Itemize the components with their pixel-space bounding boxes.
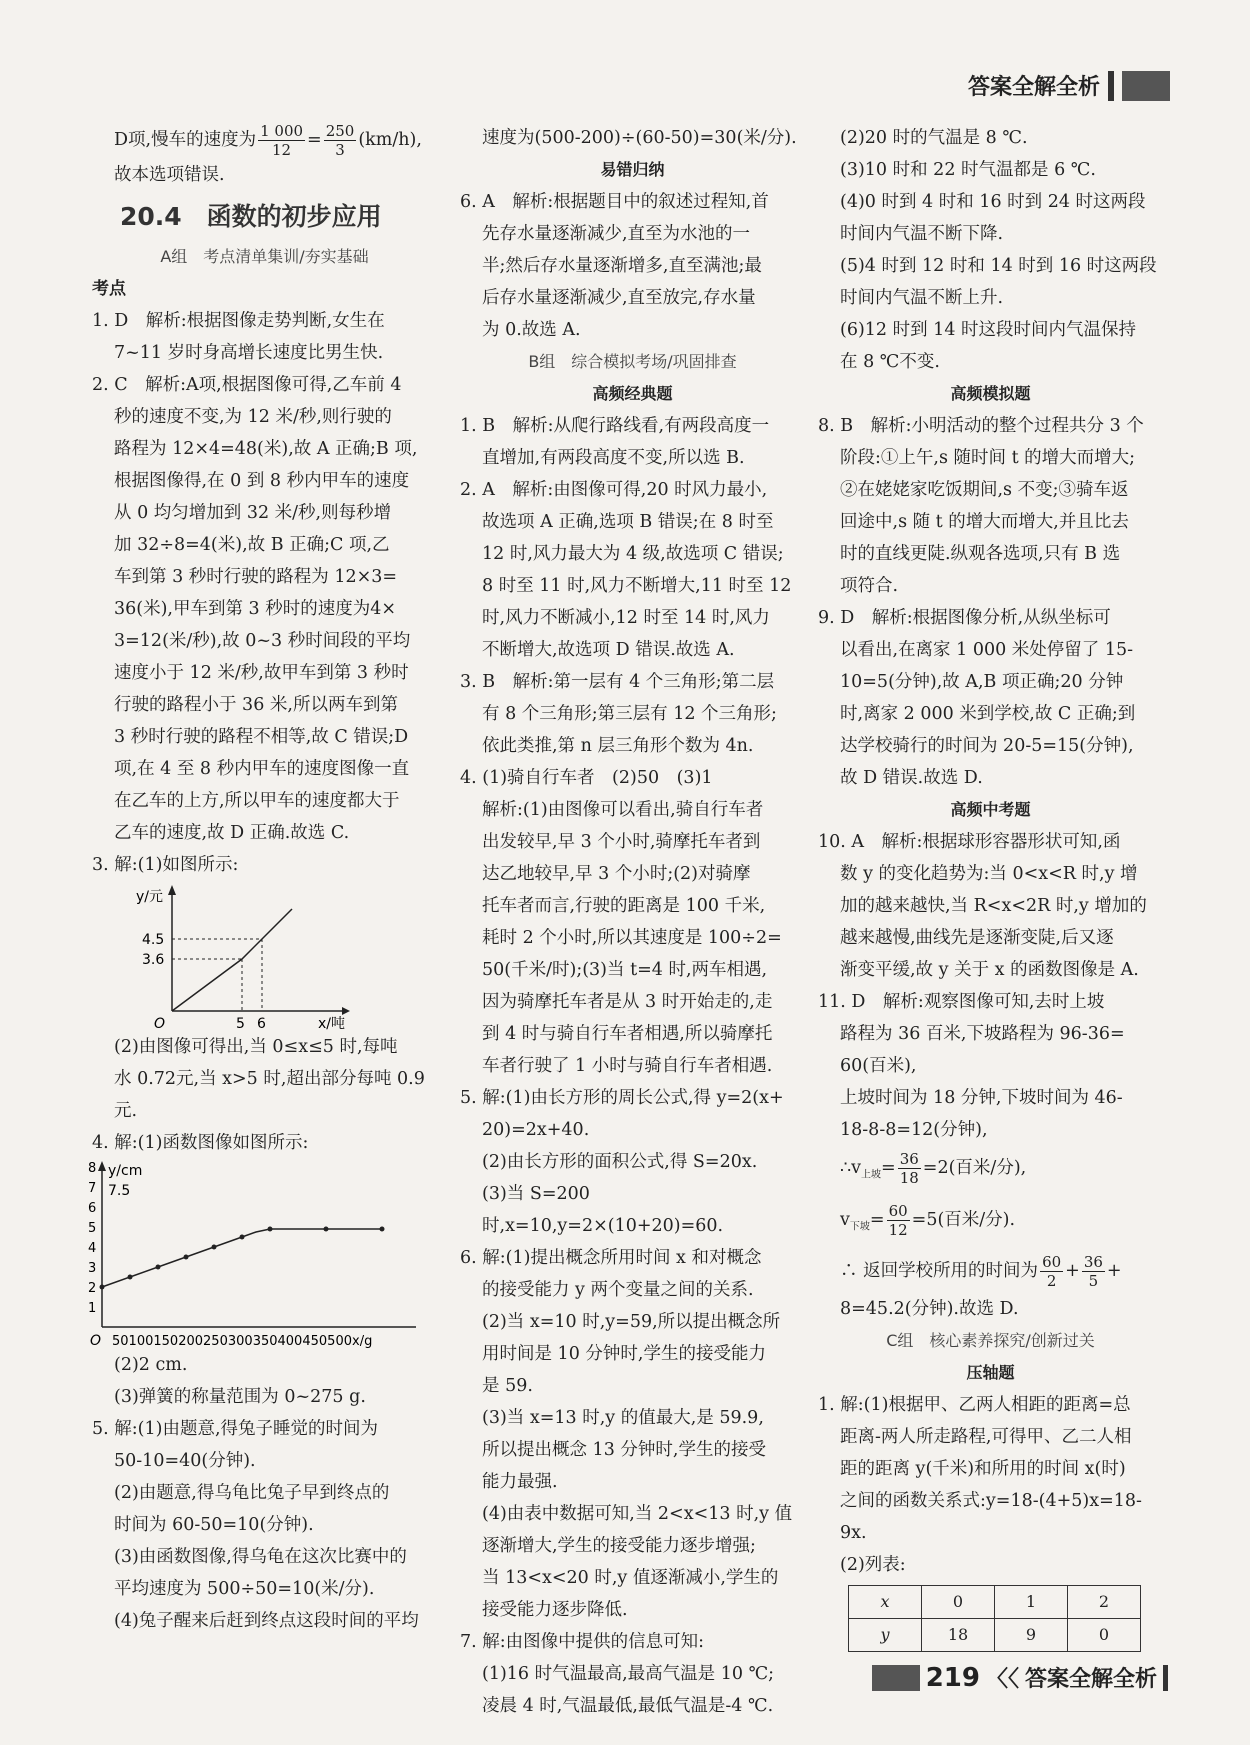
text-line: 12 时,风力最大为 4 级,故选项 C 错误; <box>482 544 784 564</box>
text-line: 车者行驶了 1 小时与骑自行车者相遇. <box>482 1056 773 1076</box>
text-line: 出发较早,早 3 个小时,骑摩托车者到 <box>482 832 761 852</box>
text-line: 7~11 岁时身高增长速度比男生快. <box>114 343 384 363</box>
q1-block <box>92 305 437 369</box>
y-tick-label: 7 <box>88 1181 97 1196</box>
text-line: 时,风力不断减小,12 时至 14 时,风力 <box>482 608 770 628</box>
text-line: 在 8 ℃不变. <box>840 352 940 372</box>
data-point <box>100 1285 105 1290</box>
denominator: 18 <box>899 1169 919 1187</box>
y-label: y/元 <box>136 889 164 905</box>
d-line-2: 故本选项错误. <box>114 165 225 185</box>
text-line: 达学校骑行的时间为 20-5=15(分钟), <box>840 736 1134 756</box>
text-line: 先存水量逐渐减少,直至为水池的一 <box>482 224 751 244</box>
section-heading: 高频中考题 <box>950 800 1031 819</box>
text-line: 1. 解:(1)根据甲、乙两人相距的距离=总 <box>818 1395 1131 1415</box>
y-arrow <box>98 1161 106 1171</box>
page-header <box>968 70 1170 101</box>
text-line: 达乙地较早,早 3 个小时;(2)对骑摩 <box>482 864 751 884</box>
text-line: 路程为 12×4=48(米),故 A 正确;B 项, <box>114 439 418 459</box>
fraction <box>1040 1253 1063 1290</box>
return-line <box>818 1249 1163 1293</box>
fraction <box>258 122 305 159</box>
section-title: 20.4 函数的初步应用 <box>120 202 382 231</box>
text-line: 的接受能力 y 两个变量之间的关系. <box>482 1280 754 1300</box>
y-tick-label: 4 <box>88 1241 97 1256</box>
text-line: 耗时 2 个小时,所以其速度是 100÷2= <box>482 928 782 948</box>
text-line: 时,离家 2 000 米到学校,故 C 正确;到 <box>840 704 1136 724</box>
table-cell: 0 <box>922 1586 995 1619</box>
text-line: 50(千米/时);(3)当 t=4 时,两车相遇, <box>482 960 768 980</box>
table-cell: 2 <box>1068 1586 1141 1619</box>
y-tick-label: 3.6 <box>142 952 165 968</box>
text-line: 上坡时间为 18 分钟,下坡时间为 46- <box>840 1088 1123 1108</box>
text-line: 36(米),甲车到第 3 秒时的速度为4× <box>114 599 397 619</box>
footer-arrows: 〈〈 <box>985 1667 1019 1692</box>
text-line: (4)由表中数据可知,当 2<x<13 时,y 值 <box>482 1504 793 1524</box>
data-point <box>240 1235 245 1240</box>
text-line: 5. 解:(1)由长方形的周长公式,得 y=2(x+ <box>460 1088 784 1108</box>
table-cell: x <box>849 1586 922 1619</box>
numerator: 60 <box>1042 1253 1062 1271</box>
section-heading: 高频模拟题 <box>950 384 1031 403</box>
denominator: 12 <box>272 141 292 159</box>
denominator: 5 <box>1088 1272 1099 1290</box>
text-line: 1. B 解析:从爬行路线看,有两段高度一 <box>460 416 770 436</box>
data-point <box>212 1245 217 1250</box>
data-point <box>380 1227 385 1232</box>
text-line: 根据图像得,在 0 到 8 秒内甲车的速度 <box>114 471 410 491</box>
text-line: 乙车的速度,故 D 正确.故选 C. <box>114 823 350 843</box>
y-tick-label: 8 <box>88 1161 97 1176</box>
result: =5(百米/分). <box>911 1209 1016 1230</box>
column-1 <box>88 122 437 1637</box>
text-line: 后存水量逐渐减少,直至放完,存水量 <box>482 288 756 308</box>
fraction <box>1082 1253 1105 1290</box>
x-tick-label: 5 <box>236 1016 245 1031</box>
text-line: 时的直线更陡.纵观各选项,只有 B 选 <box>840 544 1121 564</box>
footer-title: 答案全解全析 <box>1024 1667 1157 1692</box>
fraction <box>898 1150 921 1187</box>
text-line: 速度小于 12 米/秒,故甲车到第 3 秒时 <box>114 663 409 683</box>
text-line: 5. 解:(1)由题意,得兔子睡觉的时间为 <box>92 1419 379 1439</box>
y-tick-label: 3 <box>88 1261 97 1276</box>
header-title: 答案全解全析 <box>967 75 1100 100</box>
plus: + <box>1106 1261 1122 1281</box>
numerator: 60 <box>888 1201 908 1220</box>
table-cell: 18 <box>922 1619 995 1652</box>
text-line: 能力最强. <box>482 1472 558 1492</box>
text-line: 故选项 A 正确,选项 B 错误;在 8 时至 <box>482 512 774 532</box>
text: ∴ 返回学校所用的时间为 <box>840 1261 1039 1281</box>
text-line: 10. A 解析:根据球形容器形状可知,函 <box>818 832 1121 852</box>
text-line: 时间为 60-50=10(分钟). <box>114 1515 314 1535</box>
data-point <box>156 1265 161 1270</box>
data-point <box>268 1227 273 1232</box>
text-line: 项符合. <box>840 576 899 596</box>
text-line: 阶段:①上午,s 随时间 t 的增大而增大; <box>840 448 1136 468</box>
text-line: 直增加,有两段高度不变,所以选 B. <box>482 448 745 468</box>
text-line: 7. 解:由图像中提供的信息可知: <box>460 1632 705 1652</box>
y-mark-label: 7.5 <box>108 1183 131 1199</box>
d-text: D项,慢车的速度为 <box>114 130 257 150</box>
v-down-line <box>818 1198 1163 1250</box>
y-tick-label: 4.5 <box>142 932 165 948</box>
text-line: 60(百米), <box>840 1056 917 1076</box>
text-line: 2. C 解析:A项,根据图像可得,乙车前 4 <box>92 375 402 395</box>
text-line: (6)12 时到 14 时这段时间内气温保持 <box>840 320 1137 340</box>
data-point <box>324 1227 329 1232</box>
equals: = <box>869 1209 885 1230</box>
text-line: 不断增大,故选项 D 错误.故选 A. <box>482 640 735 660</box>
text-line: 接受能力逐步降低. <box>482 1600 628 1620</box>
q5-block <box>92 1413 437 1637</box>
text-line: 到 4 时与骑自行车者相遇,所以骑摩托 <box>482 1024 773 1044</box>
group-a-title: A组 考点清单集训/夯实基础 <box>160 247 369 266</box>
data-points <box>100 1227 385 1290</box>
y-label: y/cm <box>108 1163 143 1179</box>
unit: (km/h), <box>358 130 422 150</box>
table-cell: 1 <box>995 1586 1068 1619</box>
numerator: 36 <box>1083 1253 1103 1271</box>
text-line: 依此类推,第 n 层三角形个数为 4n. <box>482 736 754 756</box>
text-line: 为 0.故选 A. <box>482 320 581 340</box>
q2-block <box>92 369 437 849</box>
kaodian-label: 考点 <box>92 279 126 299</box>
text-line: 3=12(米/秒),故 0~3 秒时间段的平均 <box>114 631 411 651</box>
text-line: 1. D 解析:根据图像走势判断,女生在 <box>92 311 385 331</box>
denominator: 2 <box>1046 1272 1057 1290</box>
equals: = <box>307 130 322 150</box>
x-label: x/吨 <box>318 1016 346 1031</box>
text-line: 路程为 36 百米,下坡路程为 96-36= <box>840 1024 1125 1044</box>
text-line: 时间内气温不断下降. <box>840 224 1004 244</box>
text-line: 回途中,s 随 t 的增大而增大,并且比去 <box>840 512 1129 532</box>
text-line: 托车者而言,行驶的距离是 100 千米, <box>482 896 766 916</box>
text-line: 3. B 解析:第一层有 4 个三角形;第二层 <box>460 672 775 692</box>
v-symbol: ∴v <box>840 1158 862 1178</box>
text-line: 距的距离 y(千米)和所用的时间 x(时) <box>840 1459 1126 1479</box>
fraction <box>887 1202 910 1239</box>
text-line: 50-10=40(分钟). <box>114 1451 256 1471</box>
v-up-line <box>818 1146 1163 1198</box>
value-table <box>848 1585 1141 1652</box>
text-line: (4)兔子醒来后赶到终点这段时间的平均 <box>114 1611 419 1631</box>
text-line: 8 时至 11 时,风力不断增大,11 时至 12 <box>482 576 792 596</box>
group-c-title: C组 核心素养探究/创新过关 <box>886 1331 1095 1350</box>
footer-bar <box>1163 1665 1168 1691</box>
text-line: (3)由函数图像,得乌龟在这次比赛中的 <box>114 1547 407 1567</box>
text-line: 2. A 解析:由图像可得,20 时风力最小, <box>460 480 768 500</box>
d-line <box>92 122 437 159</box>
text-line: 9x. <box>840 1523 867 1543</box>
text-line: (2)2 cm. <box>114 1355 188 1375</box>
text-line: ②在姥姥家吃饭期间,s 不变;③骑车返 <box>840 480 1129 500</box>
text-line: 平均速度为 500÷50=10(米/分). <box>114 1579 375 1599</box>
text-line: 6. A 解析:根据题目中的叙述过程知,首 <box>460 192 769 212</box>
y-ticks <box>88 1161 96 1316</box>
table-cell: 0 <box>1068 1619 1141 1652</box>
text-line: 渐变平缓,故 y 关于 x 的函数图像是 A. <box>840 960 1139 980</box>
subscript: 下坡 <box>849 1221 870 1232</box>
text-line: 因为骑摩托车者是从 3 时开始走的,走 <box>482 992 773 1012</box>
group-b-title: B组 综合模拟考场/巩固排查 <box>528 352 737 371</box>
text-line: 以看出,在离家 1 000 米处停留了 15- <box>840 640 1134 660</box>
spring-graph <box>86 1159 426 1349</box>
y-arrow <box>168 885 176 895</box>
text-line: (4)0 时到 4 时和 16 时到 24 时这两段 <box>840 192 1146 212</box>
text-line: 项,在 4 至 8 秒内甲车的速度图像一直 <box>114 759 410 779</box>
text-line: (2)列表: <box>840 1555 906 1575</box>
text-line: 所以提出概念 13 分钟时,学生的接受 <box>482 1440 766 1460</box>
numerator: 1 000 <box>260 122 304 140</box>
text-line: (3)当 S=200 时,x=10,y=2×(10+20)=60. <box>482 1184 724 1236</box>
text-line: 秒的速度不变,为 12 米/秒,则行驶的 <box>114 407 392 427</box>
text-line: 11. D 解析:观察图像可知,去时上坡 <box>818 992 1105 1012</box>
text-line: 速度为(500-200)÷(60-50)=30(米/分). <box>482 128 797 148</box>
water-price-graph <box>132 881 352 1031</box>
y-tick-label: 6 <box>88 1201 97 1216</box>
text-line: 加的越来越快,当 R<x<2R 时,y 增加的 <box>840 896 1147 916</box>
text-line: 越来越慢,曲线先是逐渐变陡,后又逐 <box>840 928 1114 948</box>
section-heading: 高频经典题 <box>592 384 673 403</box>
table-row <box>849 1586 1141 1619</box>
equals: = <box>881 1158 896 1178</box>
text-line: 凌晨 4 时,气温最低,最低气温是-4 ℃. <box>482 1696 774 1716</box>
column-3 <box>818 122 1163 1652</box>
origin-label: O <box>154 1016 166 1031</box>
origin-label: O <box>90 1333 102 1349</box>
text-line: 8=45.2(分钟).故选 D. <box>840 1299 1019 1319</box>
footer-block <box>872 1665 920 1691</box>
result: =2(百米/分), <box>922 1158 1027 1178</box>
q3-line: 3. 解:(1)如图所示: <box>92 855 239 875</box>
table-cell: y <box>849 1619 922 1652</box>
text-line: 水 0.72元,当 x>5 时,超出部分每吨 0.9元. <box>114 1069 425 1121</box>
denominator: 3 <box>335 141 345 159</box>
page-footer <box>872 1662 1168 1693</box>
text-line: 半;然后存水量逐渐增多,直至满池;最 <box>482 256 762 276</box>
section-heading: 易错归纳 <box>600 160 665 179</box>
text-line: (2)由图像可得出,当 0≤x≤5 时,每吨 <box>114 1037 398 1057</box>
data-point <box>184 1255 189 1260</box>
numerator: 250 <box>325 122 355 140</box>
page-number: 219 <box>925 1662 980 1693</box>
text-line: 故 D 错误.故选 D. <box>840 768 983 788</box>
y-tick-label: 1 <box>88 1301 97 1316</box>
text-line: (2)由长方形的面积公式,得 S=20x. <box>482 1152 758 1172</box>
y-tick-label: 5 <box>88 1221 97 1236</box>
price-line <box>172 909 292 1011</box>
header-bar <box>1108 71 1114 101</box>
text-line: 10=5(分钟),故 A,B 项正确;20 分钟 <box>840 672 1124 692</box>
q4-line: 4. 解:(1)函数图像如图所示: <box>92 1133 309 1153</box>
text-line: 当 13<x<20 时,y 值逐渐减小,学生的 <box>482 1568 779 1588</box>
text-line: (1)16 时气温最高,最高气温是 10 ℃; <box>482 1664 775 1684</box>
text-line: 20)=2x+40. <box>482 1120 590 1140</box>
table-row <box>849 1619 1141 1652</box>
text-line: (2)20 时的气温是 8 ℃. <box>840 128 1028 148</box>
text-line: 3 秒时行驶的路程不相等,故 C 错误;D <box>114 727 409 747</box>
v-symbol: v <box>840 1209 850 1230</box>
data-point <box>128 1275 133 1280</box>
subscript: 上坡 <box>861 1169 882 1181</box>
table-cell: 9 <box>995 1619 1068 1652</box>
x-arrow <box>342 1007 350 1015</box>
text-line: (3)弹簧的称量范围为 0~275 g. <box>114 1387 366 1407</box>
text-line: 9. D 解析:根据图像分析,从纵坐标可 <box>818 608 1111 628</box>
column-2 <box>460 122 805 1722</box>
text-line: 数 y 的变化趋势为:当 0<x<R 时,y 增 <box>840 864 1138 884</box>
text-line: 加 32÷8=4(米),故 B 正确;C 项,乙 <box>114 535 390 555</box>
text-line: 有 8 个三角形;第三层有 12 个三角形; <box>482 704 777 724</box>
header-block <box>1122 71 1170 101</box>
text-line: 从 0 均匀增加到 32 米/秒,则每秒增 <box>114 503 392 523</box>
text-line: 8. B 解析:小明活动的整个过程共分 3 个 <box>818 416 1144 436</box>
x-tick-labels: 50100150200250300350400450500x/g <box>112 1334 373 1349</box>
denominator: 12 <box>888 1220 908 1239</box>
text-line: 距离-两人所走路程,可得甲、乙二人相 <box>840 1427 1132 1447</box>
text-line: (3)10 时和 22 时气温都是 6 ℃. <box>840 160 1096 180</box>
text-line: (2)当 x=10 时,y=59,所以提出概念所 <box>482 1312 781 1332</box>
text-line: 解析:(1)由图像可以看出,骑自行车者 <box>482 800 764 820</box>
text-line: 用时间是 10 分钟时,学生的接受能力 <box>482 1344 766 1364</box>
text-line: (2)由题意,得乌龟比兔子早到终点的 <box>114 1483 390 1503</box>
numerator: 36 <box>899 1150 919 1168</box>
text-line: 时间内气温不断上升. <box>840 288 1004 308</box>
text-line: 是 59. <box>482 1376 533 1396</box>
text-line: 6. 解:(1)提出概念所用时间 x 和对概念 <box>460 1248 762 1268</box>
plus: + <box>1065 1261 1080 1281</box>
text-line: 18-8-8=12(分钟), <box>840 1120 988 1140</box>
x-tick-label: 6 <box>257 1016 266 1031</box>
text-line: 在乙车的上方,所以甲车的速度都大于 <box>114 791 400 811</box>
section-heading: 压轴题 <box>966 1363 1015 1382</box>
text-line: 4. (1)骑自行车者 (2)50 (3)1 <box>460 768 713 788</box>
fraction <box>324 122 357 159</box>
text-line: (5)4 时到 12 时和 14 时到 16 时这两段 <box>840 256 1157 276</box>
text-line: 逐渐增大,学生的接受能力逐步增强; <box>482 1536 756 1556</box>
text-line: 行驶的路程小于 36 米,所以两车到第 <box>114 695 398 715</box>
y-tick-label: 2 <box>88 1281 97 1296</box>
text-line: 车到第 3 秒时行驶的路程为 12×3= <box>114 567 398 587</box>
text-line: 之间的函数关系式:y=18-(4+5)x=18- <box>840 1491 1142 1511</box>
text-line: (3)当 x=13 时,y 的值最大,是 59.9, <box>482 1408 764 1428</box>
